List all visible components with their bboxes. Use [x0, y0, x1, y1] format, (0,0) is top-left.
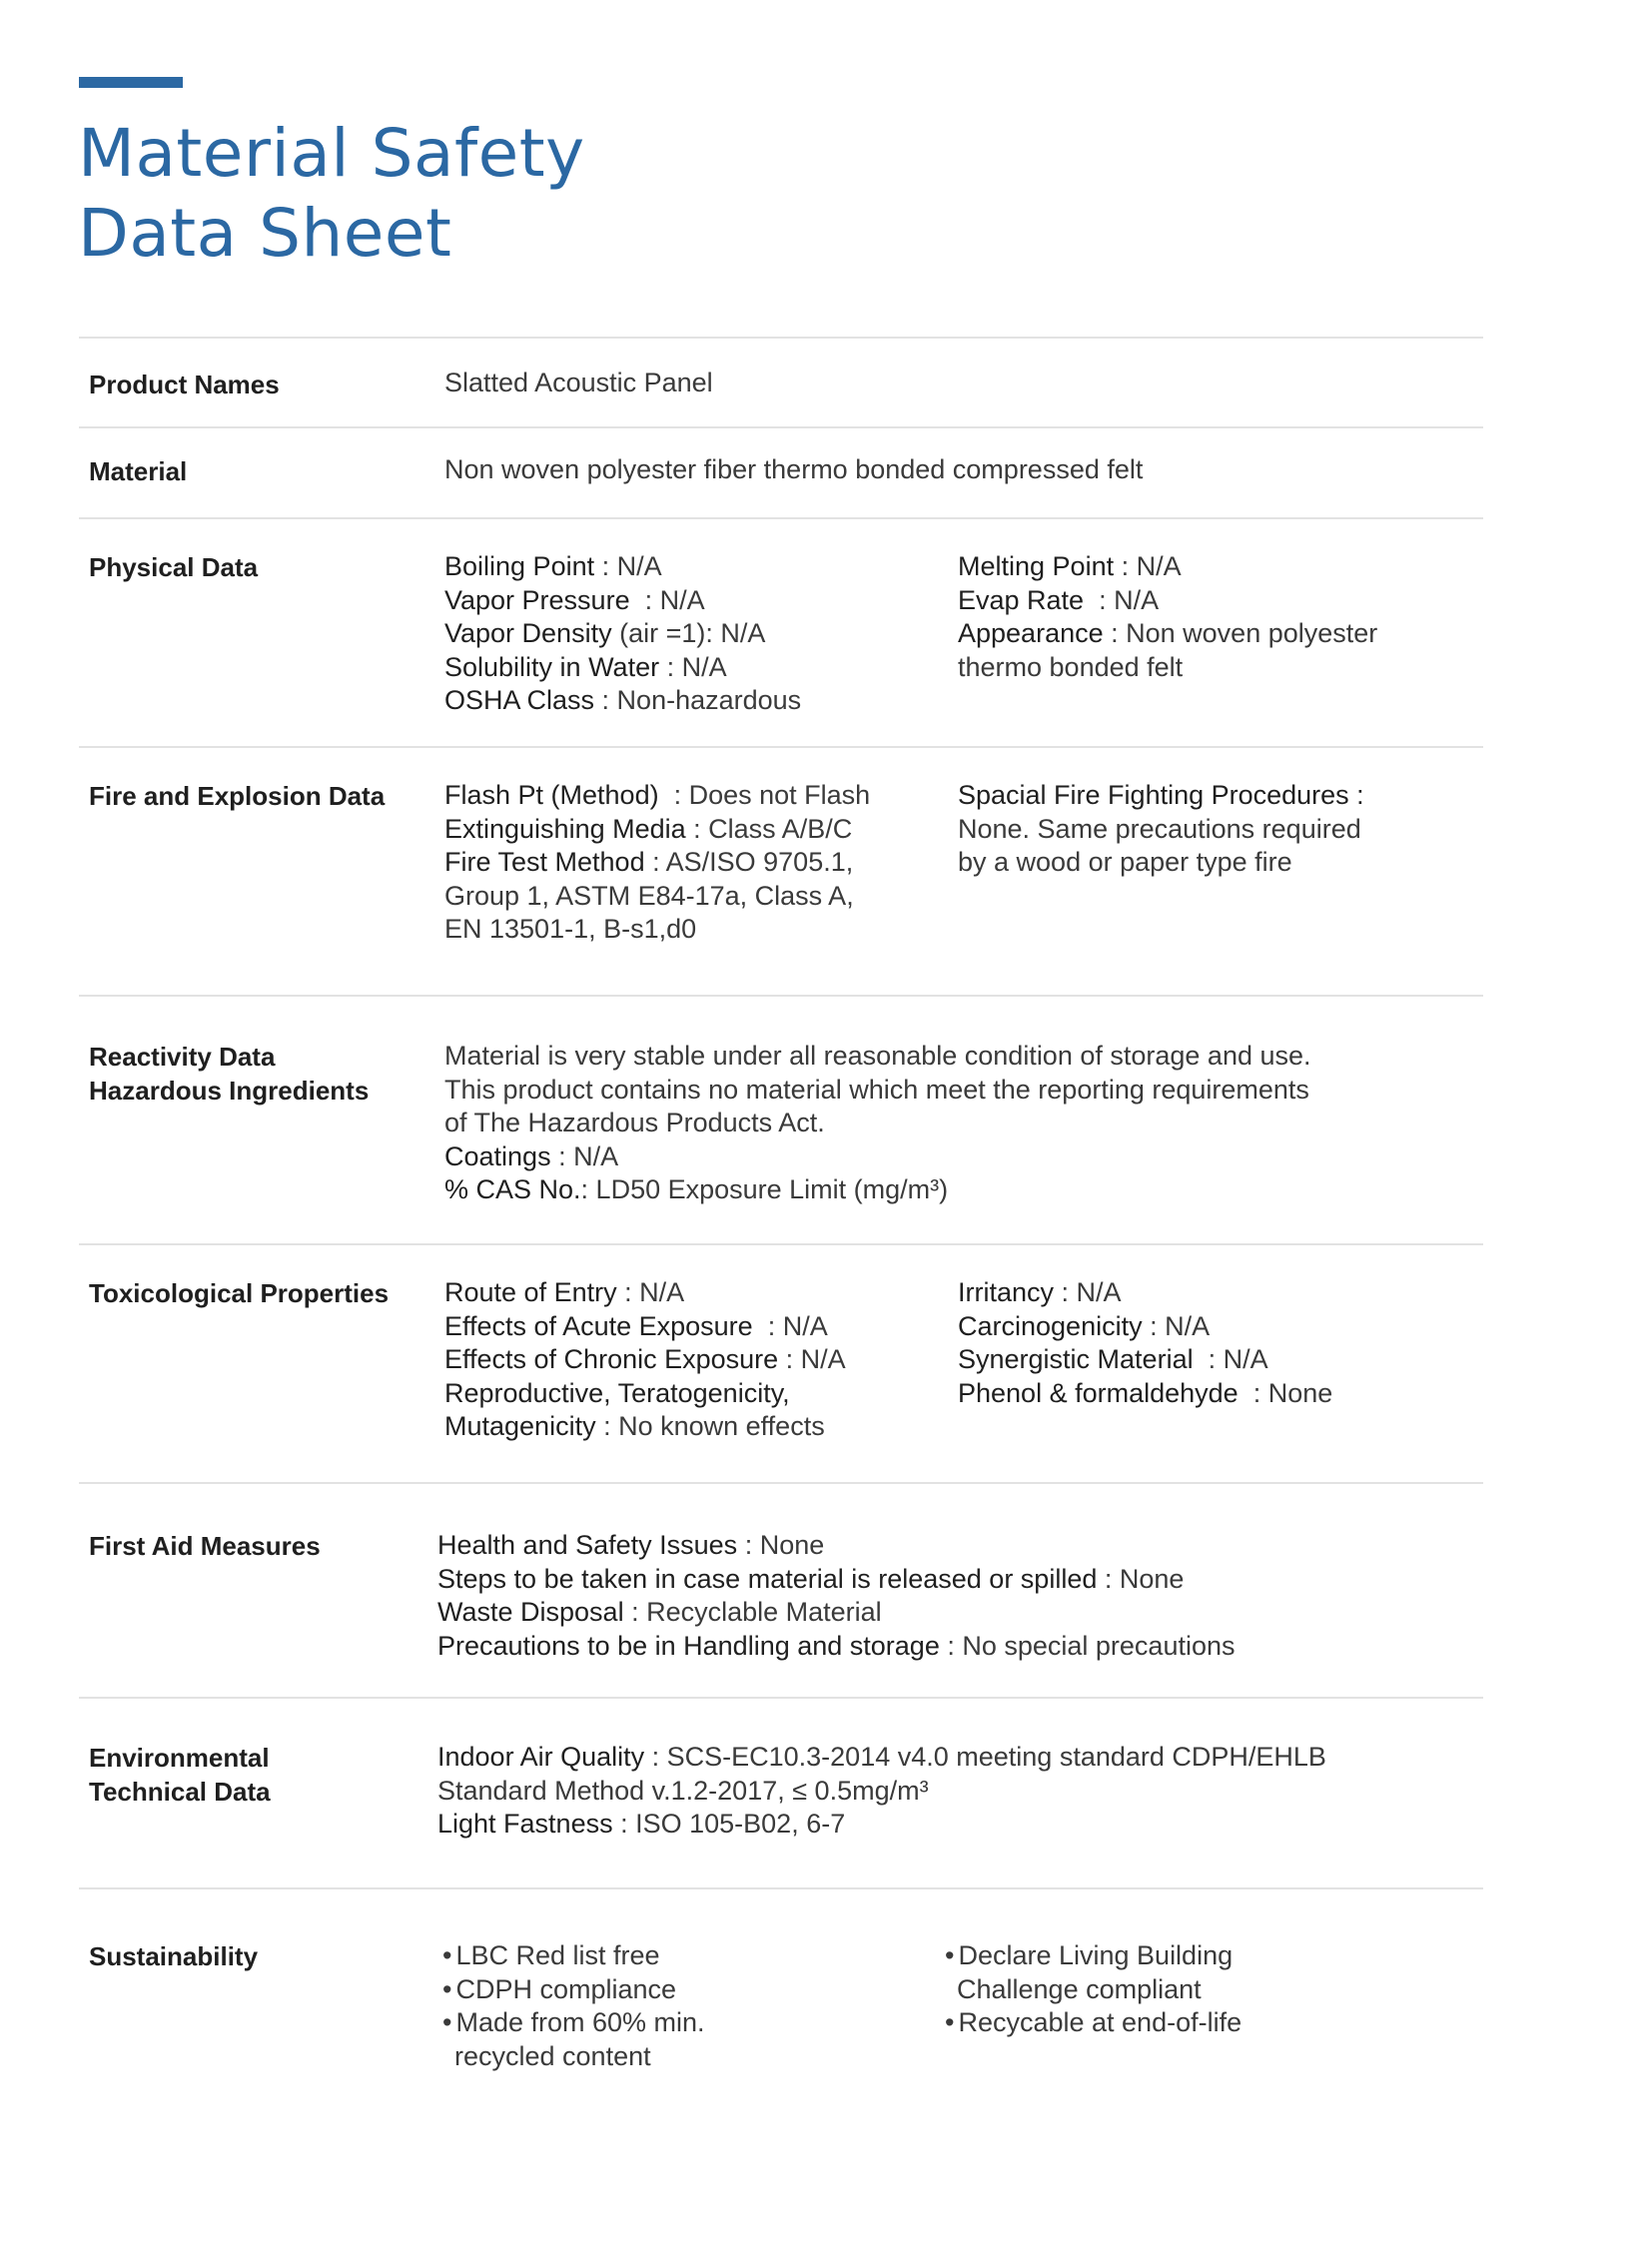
sustainability-item: • Made from 60% min.	[442, 2006, 705, 2040]
vapor-pressure-line: Vapor Pressure : N/A	[444, 584, 705, 615]
toxicological-left	[444, 1276, 846, 1444]
phenol-line: Phenol & formaldehyde : None	[958, 1377, 1333, 1408]
fire-test-line-3: EN 13501-1, B-s1,d0	[444, 914, 697, 944]
sustainability-item: • CDPH compliance	[442, 1973, 705, 2007]
fire-data-left	[444, 779, 870, 947]
fire-procedures-line-2: None. Same precautions required	[958, 813, 1361, 844]
reactivity-line-3: of The Hazardous Products Act.	[444, 1108, 825, 1137]
sustainability-right	[945, 1939, 1241, 2040]
physical-data-left	[444, 550, 801, 718]
fire-procedures-heading: Spacial Fire Fighting Procedures :	[958, 780, 1364, 810]
row-divider	[79, 746, 1483, 748]
osha-class-line: OSHA Class : Non-hazardous	[444, 685, 802, 715]
synergistic-line: Synergistic Material : N/A	[958, 1344, 1268, 1374]
sustainability-item-cont: Challenge compliant	[957, 1973, 1202, 2004]
reactivity-line-1: Material is very stable under all reasonable condition of storage and use.	[444, 1041, 1311, 1071]
route-of-entry-line: Route of Entry : N/A	[444, 1277, 685, 1307]
row-divider	[79, 1243, 1483, 1245]
label-hazardous-line: Hazardous Ingredients	[89, 1076, 370, 1106]
row-divider	[79, 517, 1483, 519]
product-name-text: Slatted Acoustic Panel	[444, 368, 713, 397]
evap-rate-line: Evap Rate : N/A	[958, 584, 1160, 615]
solubility-line: Solubility in Water : N/A	[444, 651, 727, 682]
row-divider	[79, 1697, 1483, 1699]
page-title-line: Data Sheet	[78, 195, 452, 272]
chronic-exposure-line: Effects of Chronic Exposure : N/A	[444, 1344, 846, 1374]
label-reactivity	[89, 1040, 369, 1108]
material-text: Non woven polyester fiber thermo bonded compressed felt	[444, 454, 1144, 484]
toxicological-right	[958, 1276, 1332, 1410]
accent-bar	[79, 77, 183, 88]
physical-data-right	[958, 550, 1377, 684]
coatings-line: Coatings : N/A	[444, 1140, 619, 1171]
label-physical-data: Physical Data	[89, 552, 259, 582]
steps-line: Steps to be taken in case material is released or spilled : None	[437, 1563, 1185, 1594]
irritancy-line: Irritancy : N/A	[958, 1277, 1122, 1307]
label-fire-explosion: Fire and Explosion Data	[89, 781, 386, 811]
flash-point-line: Flash Pt (Method) : Does not Flash	[444, 780, 871, 810]
sustainability-item: • Declare Living Building	[945, 1939, 1241, 1973]
label-product-names: Product Names	[89, 370, 280, 399]
cas-line: % CAS No.: LD50 Exposure Limit (mg/m³)	[444, 1174, 949, 1204]
row-divider	[79, 1887, 1483, 1889]
appearance-cont-line: thermo bonded felt	[958, 651, 1184, 682]
fire-data-right	[958, 779, 1364, 880]
vapor-density-line: Vapor Density (air =1): N/A	[444, 618, 766, 648]
fire-test-line: Fire Test Method : AS/ISO 9705.1,	[444, 847, 854, 877]
indoor-air-quality-line-2: Standard Method v.1.2-2017, ≤ 0.5mg/m³	[437, 1775, 929, 1806]
row-divider	[79, 426, 1483, 428]
value-product-names	[444, 367, 713, 400]
carcinogenicity-line: Carcinogenicity : N/A	[958, 1310, 1211, 1341]
label-sustainability: Sustainability	[89, 1941, 259, 1971]
light-fastness-line: Light Fastness : ISO 105-B02, 6-7	[437, 1809, 846, 1839]
page-title	[78, 114, 585, 274]
label-first-aid: First Aid Measures	[89, 1531, 321, 1561]
reproductive-line: Reproductive, Teratogenicity,	[444, 1377, 790, 1408]
label-environmental	[89, 1741, 271, 1809]
acute-exposure-line: Effects of Acute Exposure : N/A	[444, 1310, 828, 1341]
sustainability-item-cont: recycled content	[454, 2040, 651, 2071]
extinguishing-media-line: Extinguishing Media : Class A/B/C	[444, 813, 853, 844]
sustainability-item: • Recycable at end-of-life	[945, 2006, 1241, 2040]
indoor-air-quality-line: Indoor Air Quality : SCS-EC10.3-2014 v4.0 meeting standard CDPH/EHLB	[437, 1742, 1326, 1772]
label-technical-line: Technical Data	[89, 1777, 271, 1807]
sustainability-item: • LBC Red list free	[442, 1939, 705, 1973]
reactivity-line-2: This product contains no material which meet the reporting requirements	[444, 1074, 1309, 1105]
appearance-line: Appearance : Non woven polyester	[958, 618, 1378, 648]
mutagenicity-line: Mutagenicity : No known effects	[444, 1411, 825, 1441]
reactivity-data	[444, 1040, 1311, 1207]
fire-test-line-2: Group 1, ASTM E84-17a, Class A,	[444, 880, 854, 911]
melting-point-line: Melting Point : N/A	[958, 551, 1182, 581]
environmental-data	[437, 1741, 1326, 1842]
boiling-point-line: Boiling Point : N/A	[444, 551, 662, 581]
value-material	[444, 453, 1143, 487]
waste-disposal-line: Waste Disposal : Recyclable Material	[437, 1597, 882, 1627]
first-aid-data	[437, 1529, 1236, 1663]
row-divider	[79, 337, 1483, 339]
label-environmental-line: Environmental	[89, 1743, 270, 1773]
label-toxicological: Toxicological Properties	[89, 1278, 390, 1308]
precautions-line: Precautions to be in Handling and storage : No special precautions	[437, 1630, 1236, 1661]
health-safety-line: Health and Safety Issues : None	[437, 1530, 825, 1560]
label-reactivity-line: Reactivity Data	[89, 1042, 276, 1072]
row-divider	[79, 995, 1483, 997]
sustainability-left	[442, 1939, 705, 2073]
fire-procedures-line-3: by a wood or paper type fire	[958, 847, 1292, 877]
row-divider	[79, 1482, 1483, 1484]
label-material: Material	[89, 456, 188, 486]
page-title-line: Material Safety	[78, 115, 585, 192]
